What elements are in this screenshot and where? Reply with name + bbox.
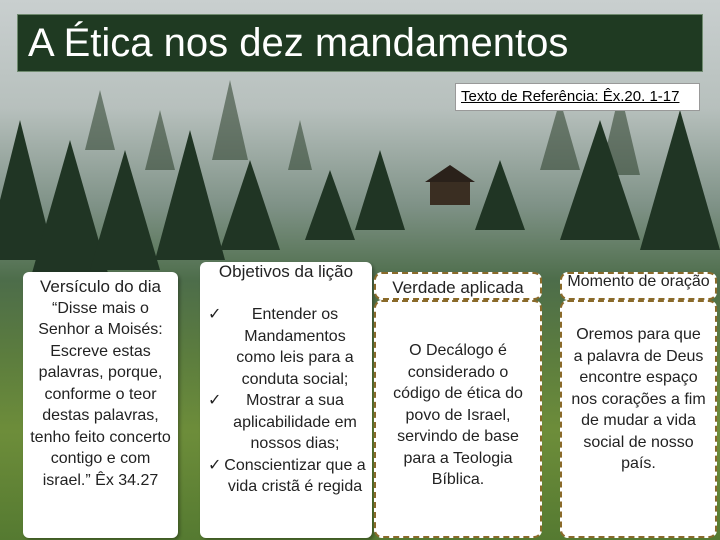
objectives-heading: Objetivos da lição — [218, 262, 354, 281]
objective-item: ✓ Entender os Mandamentos como leis para a conduta social; — [208, 306, 354, 388]
truth-heading: Verdade aplicada — [392, 278, 524, 297]
prayer-heading: Momento de oração — [567, 273, 710, 290]
prayer-panel — [560, 300, 717, 538]
truth-text: O Decálogo é considerado o código de ética do povo de Israel, servindo de base para a Teologia Bíblica. — [393, 342, 523, 488]
objectives-list — [208, 304, 366, 498]
title-bar — [17, 14, 703, 72]
reference-text: Texto de Referência: Êx.20. 1-17 — [461, 88, 680, 105]
prayer-heading-box — [560, 272, 717, 300]
prayer-text: Oremos para que a palavra de Deus encontre espaço nos corações a fim de mudar a vida social de nosso país. — [571, 326, 706, 472]
objective-item: ✓ Mostrar a sua aplicabilidade em nossos dias; — [208, 392, 357, 452]
verse-text: “Disse mais o Senhor a Moisés: Escreve estas palavras, porque, conforme o teor destas palavras, tenho feito concerto contigo e com israel.” Êx 34.27 — [30, 299, 171, 489]
verse-panel — [23, 272, 178, 538]
truth-panel — [374, 300, 542, 538]
check-icon: ✓ — [208, 456, 222, 474]
truth-heading-box — [374, 272, 542, 300]
check-icon: ✓ — [208, 392, 222, 409]
objectives-panel — [200, 262, 372, 538]
page-title: A Ética nos dez mandamentos — [28, 21, 569, 65]
check-icon: ✓ — [208, 306, 222, 323]
objective-item: ✓ Conscientizar que a vida cristã é regida — [208, 456, 366, 495]
reference-box — [455, 83, 700, 111]
verse-heading: Versículo do dia — [40, 277, 161, 296]
